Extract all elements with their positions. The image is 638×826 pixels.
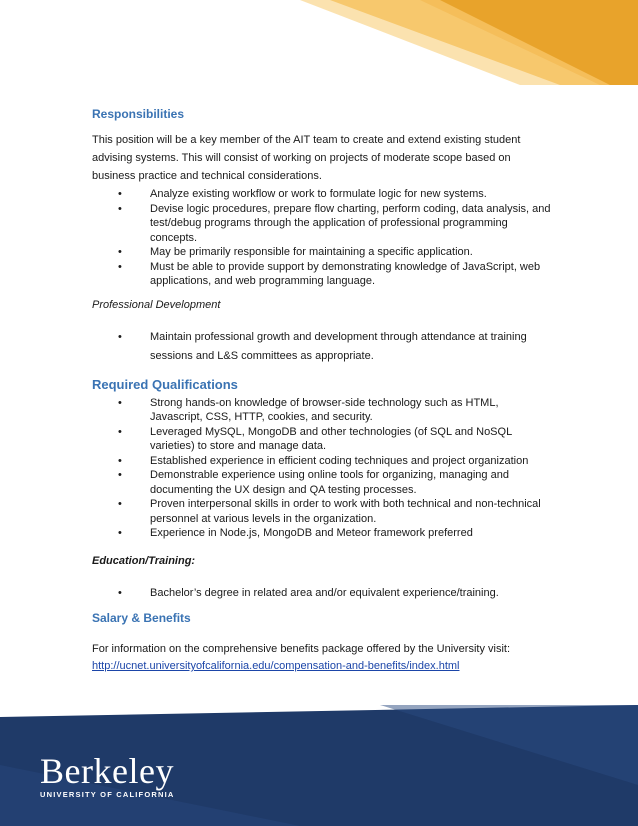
education-list xyxy=(92,586,552,601)
job-description xyxy=(92,106,552,675)
berkeley-logo xyxy=(40,753,175,799)
responsibilities-heading: Responsibilities xyxy=(92,107,185,121)
list-item: • May be primarily responsible for maintaining a specific application. xyxy=(118,246,473,258)
list-item: • Leveraged MySQL, MongoDB and other technologies (of SQL and NoSQL varieties) to store and manage data. xyxy=(118,425,512,452)
list-item: • Devise logic procedures, prepare flow charting, perform coding, data analysis, and test/debug programs through the application of professional programming concepts. xyxy=(118,202,551,244)
logo-subtitle: UNIVERSITY OF CALIFORNIA xyxy=(40,790,175,799)
list-item: • Bachelor’s degree in related area and/or equivalent experience/training. xyxy=(118,586,499,599)
list-item: • Proven interpersonal skills in order to work with both technical and non-technical personnel at various levels in the organization. xyxy=(118,498,541,525)
bullet-icon: • xyxy=(118,469,122,481)
salary-text: For information on the comprehensive benefits package offered by the University visit: xyxy=(92,643,511,655)
salary-heading: Salary & Benefits xyxy=(92,611,191,625)
education-heading: Education/Training: xyxy=(92,554,196,567)
professional-development-heading: Professional Development xyxy=(92,298,221,311)
bullet-icon: • xyxy=(118,527,122,539)
qualifications-list xyxy=(92,396,552,541)
bullet-icon: • xyxy=(118,396,122,409)
bullet-icon: • xyxy=(118,202,122,215)
bullet-icon: • xyxy=(118,498,122,510)
header-decoration xyxy=(0,0,638,85)
bullet-icon: • xyxy=(118,246,122,258)
professional-development-list xyxy=(92,328,552,366)
list-item: • Strong hands-on knowledge of browser-side technology such as HTML, Javascript, CSS, HTTP, cookies, and security. xyxy=(118,396,499,423)
responsibilities-list xyxy=(92,187,552,289)
bullet-icon: • xyxy=(118,454,122,467)
benefits-link[interactable]: http://ucnet.universityofcalifornia.edu/compensation-and-benefits/index.html xyxy=(92,660,460,672)
bullet-icon: • xyxy=(118,260,122,273)
responsibilities-intro: This position will be a key member of the AIT team to create and extend existing student advising systems. This will consist of working on projects of moderate scope based on business practice and technical considerations. xyxy=(92,134,521,182)
list-item: • Maintain professional growth and development through attendance at training sessions and L&S committees as appropriate. xyxy=(92,328,552,366)
bullet-icon: • xyxy=(118,188,122,200)
bullet-icon: • xyxy=(118,425,122,438)
bullet-icon: • xyxy=(118,586,122,599)
logo-wordmark: Berkeley xyxy=(40,751,174,791)
list-item: • Experience in Node.js, MongoDB and Meteor framework preferred xyxy=(118,527,473,539)
required-qualifications-heading: Required Qualifications xyxy=(92,376,238,392)
list-item: • Demonstrable experience using online tools for organizing, managing and documenting the UX design and QA testing processes. xyxy=(118,469,509,496)
list-item: • Analyze existing workflow or work to formulate logic for new systems. xyxy=(118,188,487,200)
list-item: • Established experience in efficient coding techniques and project organization xyxy=(118,454,529,467)
bullet-icon: • xyxy=(118,330,122,343)
list-item: • Must be able to provide support by demonstrating knowledge of JavaScript, web applications, and web programming language. xyxy=(118,260,541,287)
